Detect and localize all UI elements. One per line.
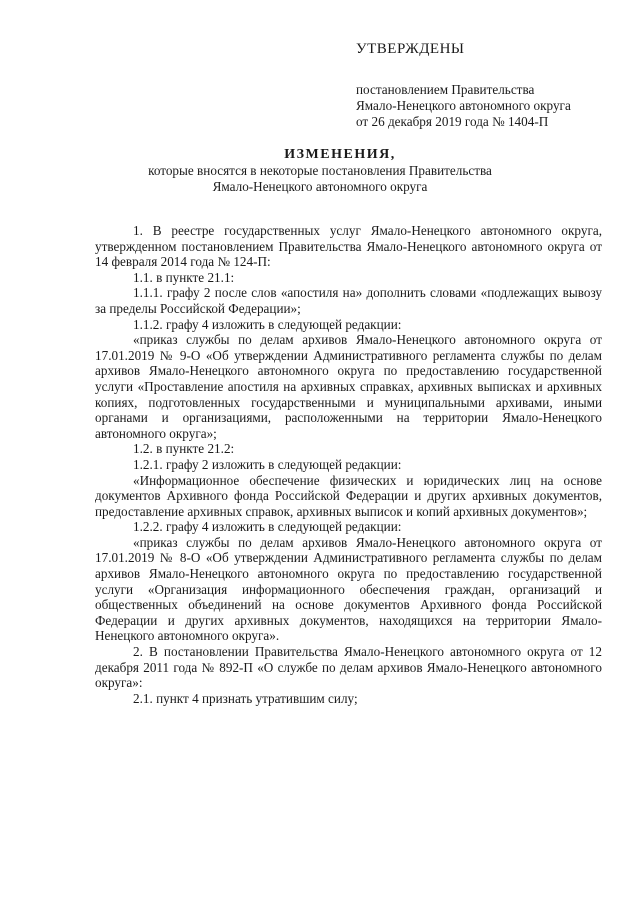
- approval-block: [356, 40, 616, 130]
- approval-title: УТВЕРЖДЕНЫ: [356, 41, 465, 57]
- paragraph-quote-1: «приказ службы по делам архивов Ямало-Ненецкого автономного округа от 17.01.2019 № 9-О «Об утверждении Административного регламента службы по делам архивов Ямало-Ненецкого автономного округа по предоставлению государственной услуги «Проставление апостиля на архивных справках, архивных выписках и архивных копиях, подготовленных государственными и муниципальными архивами, иными органами и организациями, расположенными на территории Ямало-Ненецкого автономного округа»;: [95, 332, 602, 441]
- approval-line-3: от 26 декабря 2019 года № 1404-П: [356, 114, 549, 129]
- paragraph-quote-3: «приказ службы по делам архивов Ямало-Ненецкого автономного округа от 17.01.2019 № 8-О «Об утверждении Административного регламента службы по делам архивов Ямало-Ненецкого автономного округа по предоставлению государственной услуги «Организация информационного обеспечения граждан, организаций и общественных объединений на основе документов Архивного фонда Российской Федерации и других архивных документов, находящихся на территории Ямало-Ненецкого автономного округа».: [95, 534, 602, 644]
- approval-line-1: постановлением Правительства: [356, 82, 535, 97]
- document-body: [95, 223, 602, 706]
- document-subtitle-line-2: Ямало-Ненецкого автономного округа: [212, 179, 428, 194]
- paragraph-1: 1. В реестре государственных услуг Ямало-Ненецкого автономного округа, утвержденном постановлением Правительства Ямало-Ненецкого автономного округа от 14 февраля 2014 года № 124-П:: [95, 223, 602, 270]
- paragraph-1-2: 1.2. в пункте 21.2:: [133, 441, 235, 457]
- paragraph-2-1: 2.1. пункт 4 признать утратившим силу;: [133, 690, 358, 706]
- paragraph-2: 2. В постановлении Правительства Ямало-Ненецкого автономного округа от 12 декабря 2011 года № 892-П «О службе по делам архивов Ямало-Ненецкого автономного округа»:: [95, 644, 602, 691]
- paragraph-1-2-1: 1.2.1. графу 2 изложить в следующей редакции:: [133, 456, 402, 472]
- paragraph-1-1-1: 1.1.1. графу 2 после слов «апостиля на» дополнить словами «подлежащих вывозу за пределы Российской Федерации»;: [95, 285, 602, 316]
- document-heading: [0, 147, 640, 195]
- approval-line-2: Ямало-Ненецкого автономного округа: [356, 98, 571, 113]
- paragraph-1-1-2: 1.1.2. графу 4 изложить в следующей редакции:: [133, 316, 402, 332]
- document-subtitle-line-1: которые вносятся в некоторые постановления Правительства: [148, 163, 492, 178]
- document-title: ИЗМЕНЕНИЯ,: [284, 147, 396, 162]
- paragraph-1-2-2: 1.2.2. графу 4 изложить в следующей редакции:: [133, 519, 402, 535]
- paragraph-quote-2: «Информационное обеспечение физических и юридических лиц на основе документов Архивного фонда Российской Федерации и других архивных документов, предоставление архивных справок, архивных выписок и копий архивных документов»;: [95, 472, 602, 519]
- paragraph-1-1: 1.1. в пункте 21.1:: [133, 269, 235, 285]
